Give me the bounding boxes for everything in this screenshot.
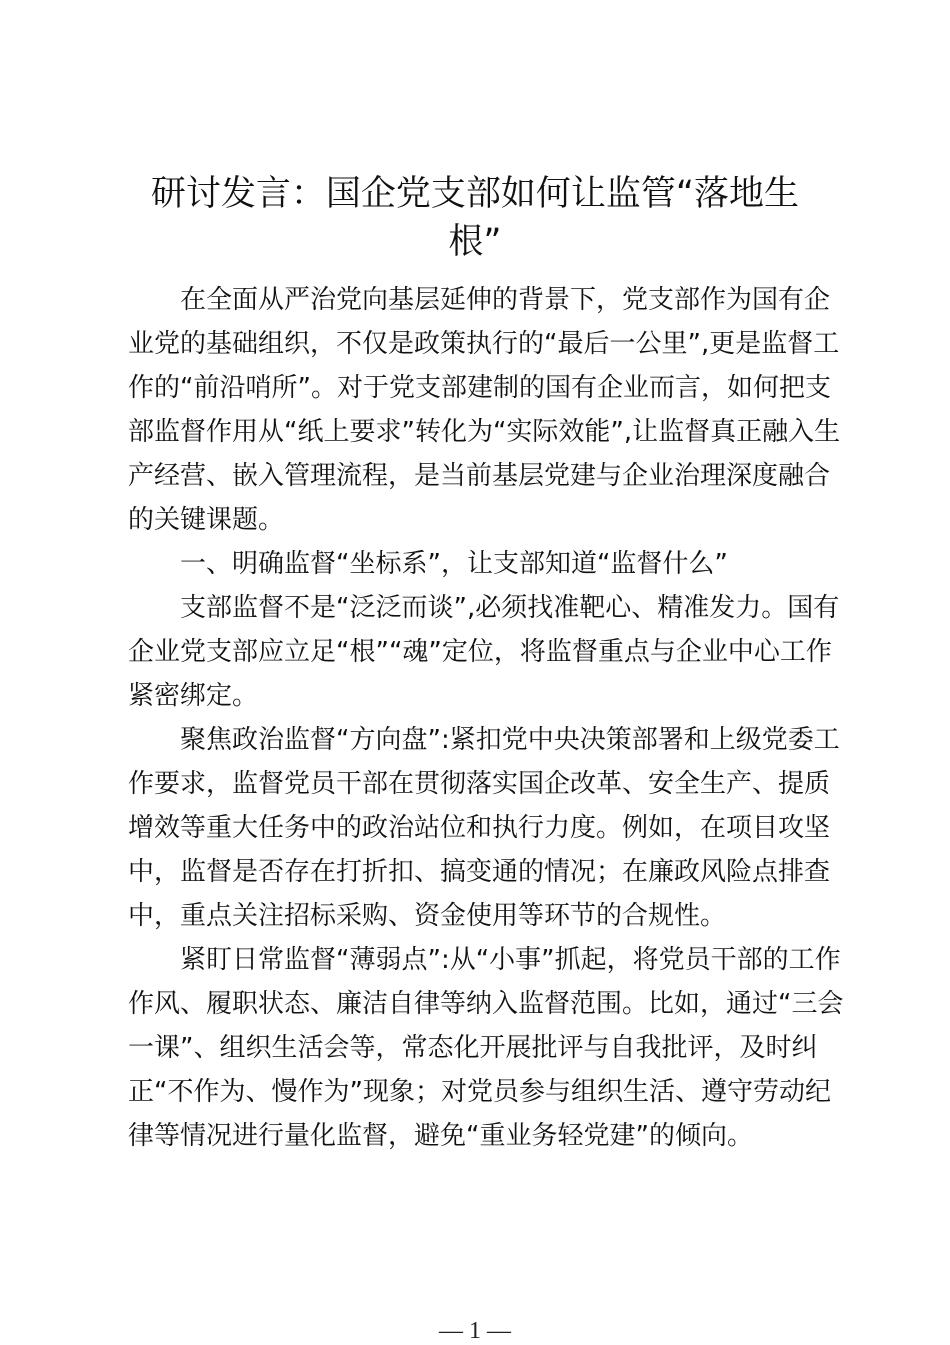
text-line: 业党的基础组织，不仅是政策执行的“最后一公里”,更是监督工 xyxy=(128,329,840,359)
text-line: 作的“前沿哨所”。对于党支部建制的国有企业而言，如何把支 xyxy=(128,373,831,403)
section-heading xyxy=(128,542,833,586)
text-line: 律等情况进行量化监督，避免“重业务轻党建”的倾向。 xyxy=(128,1121,753,1151)
text-line: 作风、履职状态、廉洁自律等纳入监督范围。比如，通过“三会 xyxy=(128,989,844,1019)
text-line: 一课”、组织生活会等，常态化开展批评与自我批评，及时纠 xyxy=(128,1033,818,1063)
document-title xyxy=(100,170,850,266)
text-line: 部监督作用从“纸上要求”转化为“实际效能”,让监督真正融入生 xyxy=(128,417,841,447)
title-line: 根” xyxy=(448,222,502,262)
text-line: 作要求，监督党员干部在贯彻落实国企改革、安全生产、提质 xyxy=(128,769,831,799)
text-line: 紧盯日常监督“薄弱点”:从“小事”抓起，将党员干部的工作 xyxy=(180,945,841,975)
text-line: 中，重点关注招标采购、资金使用等环节的合规性。 xyxy=(128,901,727,931)
text-line: 企业党支部应立足“根”“魂”定位，将监督重点与企业中心工作 xyxy=(128,637,832,667)
paragraph xyxy=(128,278,841,542)
text-line: 的关键课题。 xyxy=(128,505,285,535)
paragraph xyxy=(128,938,844,1158)
title-line: 研讨发言：国企党支部如何让监管“落地生 xyxy=(150,174,800,214)
text-line: 增效等重大任务中的政治站位和执行力度。例如，在项目攻坚 xyxy=(128,813,831,843)
text-line: 聚焦政治监督“方向盘”:紧扣党中央决策部署和上级党委工 xyxy=(180,725,840,755)
text-line: 正“不作为、慢作为”现象；对党员参与组织生活、遵守劳动纪 xyxy=(128,1077,831,1107)
text-line: 一、明确监督“坐标系”，让支部知道“监督什么” xyxy=(180,549,728,579)
text-line: 支部监督不是“泛泛而谈”,必须找准靶心、精准发力。国有 xyxy=(180,593,840,623)
paragraph xyxy=(128,586,840,718)
document-body xyxy=(128,278,844,1158)
text-line: 在全面从严治党向基层延伸的背景下，党支部作为国有企 xyxy=(180,285,831,315)
paragraph xyxy=(128,718,840,938)
text-line: 紧密绑定。 xyxy=(128,681,259,711)
page-number: — 1 — xyxy=(439,1318,511,1344)
text-line: 中，监督是否存在打折扣、搞变通的情况；在廉政风险点排查 xyxy=(128,857,831,887)
text-line: 产经营、嵌入管理流程，是当前基层党建与企业治理深度融合 xyxy=(128,461,831,491)
